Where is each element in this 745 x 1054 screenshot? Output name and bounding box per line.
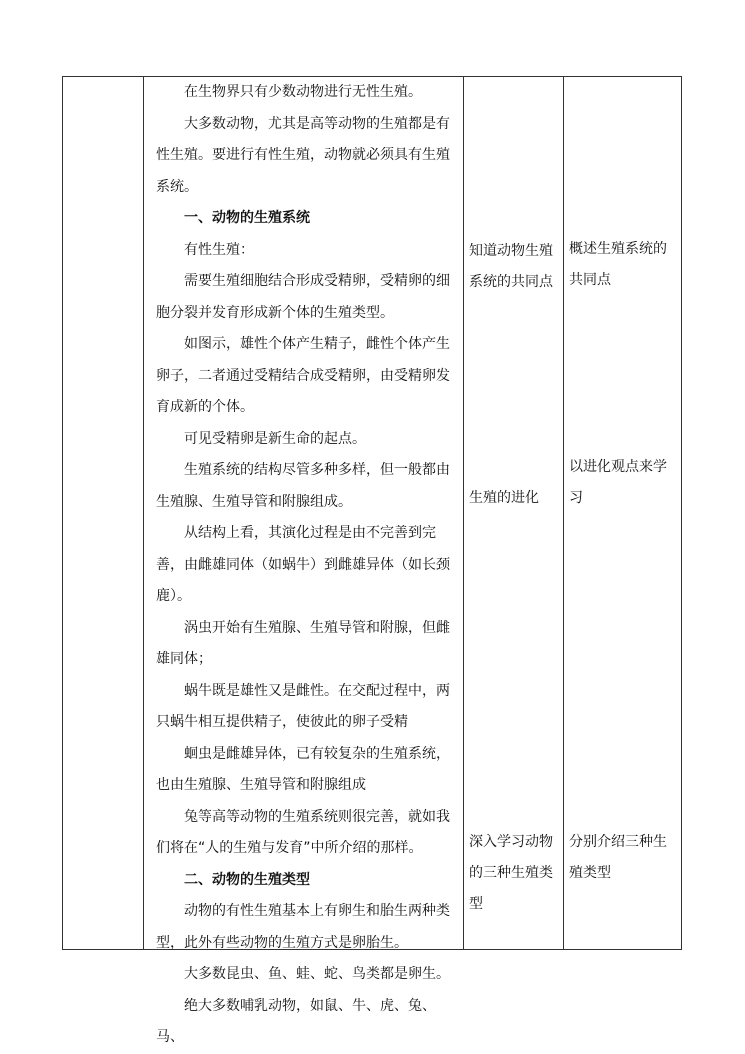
- column-divider: [143, 77, 144, 949]
- paragraph: 蛔虫是雌雄异体，已有较复杂的生殖系统，也由生殖腺、生殖导管和附腺组成: [156, 745, 450, 793]
- paragraph: 涡虫开始有生殖腺、生殖导管和附腺，但雌雄同体；: [156, 619, 450, 667]
- goal-common-features: 知道动物生殖系统的共同点: [469, 243, 553, 290]
- goal-evolution: 生殖的进化: [469, 490, 539, 506]
- column-divider: [463, 77, 464, 949]
- section-heading: 一、动物的生殖系统: [184, 210, 310, 226]
- paragraph: 有性生殖：: [184, 241, 254, 258]
- paragraph: 绝大多数哺乳动物，如鼠、牛、虎、兔、马、: [156, 997, 436, 1045]
- paragraph: 大多数昆虫、鱼、蛙、蛇、鸟类都是卵生。: [184, 966, 450, 982]
- paragraph: 可见受精卵是新生命的起点。: [184, 430, 366, 447]
- section-heading: 二、动物的生殖类型: [184, 871, 310, 888]
- paragraph: 生殖系统的结构尽管多种多样，但一般都由生殖腺、生殖导管和附腺组成。: [156, 462, 450, 510]
- paragraph: 如图示，雄性个体产生精子，雌性个体产生卵子，二者通过受精结合成受精卵，由受精卵发育成新的个体。: [156, 336, 450, 415]
- note-evolution: 以进化观点来学习: [569, 459, 667, 506]
- teaching-content-column: [148, 77, 463, 1054]
- paragraph: 兔等高等动物的生殖系统则很完善，就如我们将在“人的生殖与发育”中所介绍的那样。: [156, 808, 450, 856]
- paragraph: 需要生殖细胞结合形成受精卵，受精卵的细胞分裂并发育形成新个体的生殖类型。: [156, 273, 450, 321]
- paragraph: 从结构上看，其演化过程是由不完善到完善，由雌雄同体（如蜗牛）到雌雄异体（如长颈鹿）。: [156, 525, 450, 604]
- note-common-features: 概述生殖系统的共同点: [569, 241, 667, 288]
- goal-reproduction-types: 深入学习动物的三种生殖类型: [469, 834, 553, 912]
- note-reproduction-types: 分别介绍三种生殖类型: [569, 834, 667, 881]
- paragraph: 大多数动物，尤其是高等动物的生殖都是有性生殖。要进行有性生殖，动物就必须具有生殖系统。: [156, 115, 450, 195]
- lesson-table: [62, 76, 682, 1045]
- paragraph: 蜗牛既是雄性又是雌性。在交配过程中，两只蜗牛相互提供精子，使彼此的卵子受精: [156, 682, 450, 730]
- paragraph: 动物的有性生殖基本上有卵生和胎生两种类型，此外有些动物的生殖方式是卵胎生。: [156, 903, 450, 951]
- paragraph: 在生物界只有少数动物进行无性生殖。: [184, 84, 422, 100]
- column-divider: [563, 77, 564, 949]
